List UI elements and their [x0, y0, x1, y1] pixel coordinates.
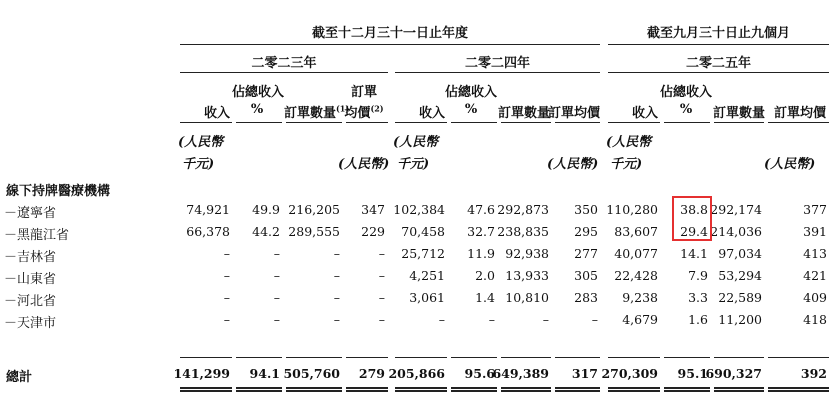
col-orders-2025: 訂單數量 [713, 106, 766, 121]
year-2024-rule [395, 72, 600, 73]
table-cell: 10,810 [505, 290, 549, 305]
year-2025-header: 二零二五年 [685, 56, 751, 71]
total-dbl-c10 [664, 387, 710, 392]
table-cell: 53,294 [718, 268, 762, 283]
table-cell: – [273, 268, 280, 283]
col-avg-2025: 訂單均價 [773, 106, 826, 121]
unit-rmb-k-2025-l2: 千元) [610, 157, 643, 172]
rule-c7 [501, 122, 551, 123]
col-revenue-2023: 收入 [203, 106, 230, 121]
table-cell: 391 [803, 224, 827, 239]
total-dbl-c12 [768, 387, 829, 392]
row-label: －山東省 [4, 272, 57, 287]
col-share-2024-line2: % [464, 102, 478, 117]
section-label-offline-clinics: 線下持牌醫療機構 [6, 184, 111, 199]
rule-c5 [395, 122, 447, 123]
total-dbl-c4 [346, 387, 388, 392]
total-cell: 270,309 [601, 366, 658, 381]
year-2023-header: 二零二三年 [251, 56, 317, 71]
table-cell: 22,428 [614, 268, 658, 283]
year-2024-header: 二零二四年 [464, 56, 530, 71]
row-label: －黑龍江省 [4, 228, 70, 243]
total-cell: 141,299 [173, 366, 230, 381]
table-cell: – [378, 268, 385, 283]
table-cell: 44.2 [252, 224, 280, 239]
table-cell: 305 [574, 268, 598, 283]
col-share-2023-line2: % [250, 102, 264, 117]
table-cell: 377 [803, 202, 827, 217]
table-cell: 66,378 [186, 224, 230, 239]
row-label: －遼寧省 [4, 206, 57, 221]
table-cell: 70,458 [401, 224, 445, 239]
table-cell: – [333, 312, 340, 327]
total-rule-c2 [236, 357, 282, 358]
table-cell: 2.0 [475, 268, 495, 283]
table-cell: – [333, 290, 340, 305]
table-cell: 40,077 [614, 246, 658, 261]
total-cell: 94.1 [249, 366, 280, 381]
total-dbl-c8 [555, 387, 600, 392]
table-cell: – [273, 246, 280, 261]
table-cell: – [223, 312, 230, 327]
total-rule-c9 [608, 357, 660, 358]
table-cell: 32.7 [467, 224, 495, 239]
unit-rmb-k-2024-l2: 千元) [397, 157, 430, 172]
period-9m-header: 截至九月三十日止九個月 [646, 26, 790, 41]
table-cell: 110,280 [606, 202, 658, 217]
unit-rmb-2025: (人民幣) [764, 157, 816, 172]
table-cell: – [591, 312, 598, 327]
table-cell: 350 [574, 202, 598, 217]
table-cell: 22,589 [718, 290, 762, 305]
table-cell: 7.9 [688, 268, 708, 283]
table-cell: 92,938 [505, 246, 549, 261]
table-cell: 74,921 [186, 202, 230, 217]
total-cell: 649,389 [492, 366, 549, 381]
table-cell: 216,205 [288, 202, 340, 217]
table-cell: 418 [803, 312, 827, 327]
total-cell: 205,866 [388, 366, 445, 381]
table-cell: 4,251 [409, 268, 445, 283]
total-rule-c1 [180, 357, 232, 358]
col-share-2025-line2: % [679, 102, 693, 117]
total-dbl-c2 [236, 387, 282, 392]
table-cell: – [438, 312, 445, 327]
table-cell: – [333, 268, 340, 283]
unit-rmb-k-2025-l1: (人民幣 [606, 135, 652, 150]
table-cell: 292,873 [497, 202, 549, 217]
table-cell: 289,555 [288, 224, 340, 239]
total-rule-c7 [501, 357, 551, 358]
table-cell: 47.6 [467, 202, 495, 217]
total-dbl-c5 [395, 387, 447, 392]
table-cell: 283 [574, 290, 598, 305]
col-avg-2023-line1: 訂單 [350, 85, 377, 100]
period-9m-rule [608, 44, 829, 45]
table-cell: 29.4 [680, 224, 708, 239]
total-rule-c6 [451, 357, 497, 358]
unit-rmb-2024: (人民幣) [547, 157, 599, 172]
table-cell: 1.6 [688, 312, 708, 327]
table-cell: – [223, 290, 230, 305]
rule-c8 [555, 122, 600, 123]
col-revenue-2024: 收入 [418, 106, 445, 121]
unit-rmb-2023: (人民幣) [338, 157, 390, 172]
total-rule-c3 [286, 357, 342, 358]
table-cell: 49.9 [252, 202, 280, 217]
table-cell: 421 [803, 268, 827, 283]
col-share-2024-line1: 佔總收入 [444, 85, 497, 100]
table-cell: – [378, 290, 385, 305]
table-cell: 295 [574, 224, 598, 239]
unit-rmb-k-2023-l1: (人民幣 [178, 135, 224, 150]
table-cell: 3,061 [409, 290, 445, 305]
col-orders-2023: 訂單數量$^{(1)}$ [284, 103, 350, 121]
table-cell: 3.3 [688, 290, 708, 305]
rule-c3 [286, 122, 342, 123]
period-fy-rule [180, 44, 600, 45]
total-cell: 690,327 [705, 366, 762, 381]
rule-c6 [451, 122, 497, 123]
table-cell: – [542, 312, 549, 327]
col-share-2025-line1: 佔總收入 [659, 85, 712, 100]
unit-rmb-k-2024-l1: (人民幣 [393, 135, 439, 150]
total-label: 總計 [6, 370, 33, 385]
col-avg-2024: 訂單均價 [548, 106, 601, 121]
rule-c4 [346, 122, 388, 123]
table-cell: 25,712 [401, 246, 445, 261]
table-cell: 83,607 [614, 224, 658, 239]
table-cell: 413 [803, 246, 827, 261]
total-dbl-c3 [286, 387, 342, 392]
table-cell: 277 [574, 246, 598, 261]
year-2023-rule [180, 72, 388, 73]
total-rule-c5 [395, 357, 447, 358]
table-cell: 292,174 [710, 202, 762, 217]
total-rule-c8 [555, 357, 600, 358]
table-cell: – [223, 268, 230, 283]
table-cell: 1.4 [475, 290, 495, 305]
total-dbl-c9 [608, 387, 660, 392]
rule-c11 [714, 122, 764, 123]
row-label: －吉林省 [4, 250, 57, 265]
rule-c1 [180, 122, 232, 123]
table-cell: 214,036 [710, 224, 762, 239]
total-rule-c11 [714, 357, 764, 358]
table-cell: 13,933 [505, 268, 549, 283]
total-cell: 392 [800, 366, 827, 381]
year-2025-rule [608, 72, 829, 73]
table-cell: – [333, 246, 340, 261]
total-dbl-c1 [180, 387, 232, 392]
rule-c12 [768, 122, 829, 123]
table-cell: 102,384 [393, 202, 445, 217]
total-dbl-c7 [501, 387, 551, 392]
total-dbl-c6 [451, 387, 497, 392]
total-cell: 279 [358, 366, 385, 381]
table-cell: – [488, 312, 495, 327]
table-cell: – [273, 312, 280, 327]
total-rule-c4 [346, 357, 388, 358]
table-cell: 238,835 [497, 224, 549, 239]
table-cell: 347 [361, 202, 385, 217]
unit-rmb-k-2023-l2: 千元) [182, 157, 215, 172]
table-cell: 97,034 [718, 246, 762, 261]
total-rule-c10 [664, 357, 710, 358]
table-cell: – [378, 312, 385, 327]
col-orders-2024: 訂單數量 [498, 106, 551, 121]
table-cell: 409 [803, 290, 827, 305]
total-cell: 505,760 [283, 366, 340, 381]
table-cell: 9,238 [622, 290, 658, 305]
table-cell: – [273, 290, 280, 305]
total-cell: 95.6 [464, 366, 495, 381]
table-cell: 11,200 [718, 312, 762, 327]
rule-c9 [608, 122, 660, 123]
period-fy-header: 截至十二月三十一日止年度 [311, 26, 468, 41]
table-cell: 14.1 [680, 246, 708, 261]
total-cell: 95.1 [677, 366, 708, 381]
col-avg-2023-line2: 均價$^{(2)}$ [344, 103, 384, 121]
row-label: －河北省 [4, 294, 57, 309]
table-cell: – [378, 246, 385, 261]
highlight-box [672, 196, 712, 241]
table-cell: 38.8 [680, 202, 708, 217]
row-label: －天津市 [4, 316, 57, 331]
table-cell: 229 [361, 224, 385, 239]
col-share-2023-line1: 佔總收入 [232, 85, 285, 100]
total-cell: 317 [571, 366, 598, 381]
table-cell: – [223, 246, 230, 261]
total-rule-c12 [768, 357, 829, 358]
rule-c10 [664, 122, 710, 123]
table-cell: 4,679 [622, 312, 658, 327]
table-cell: 11.9 [467, 246, 495, 261]
rule-c2 [236, 122, 282, 123]
total-dbl-c11 [714, 387, 764, 392]
col-revenue-2025: 收入 [631, 106, 658, 121]
